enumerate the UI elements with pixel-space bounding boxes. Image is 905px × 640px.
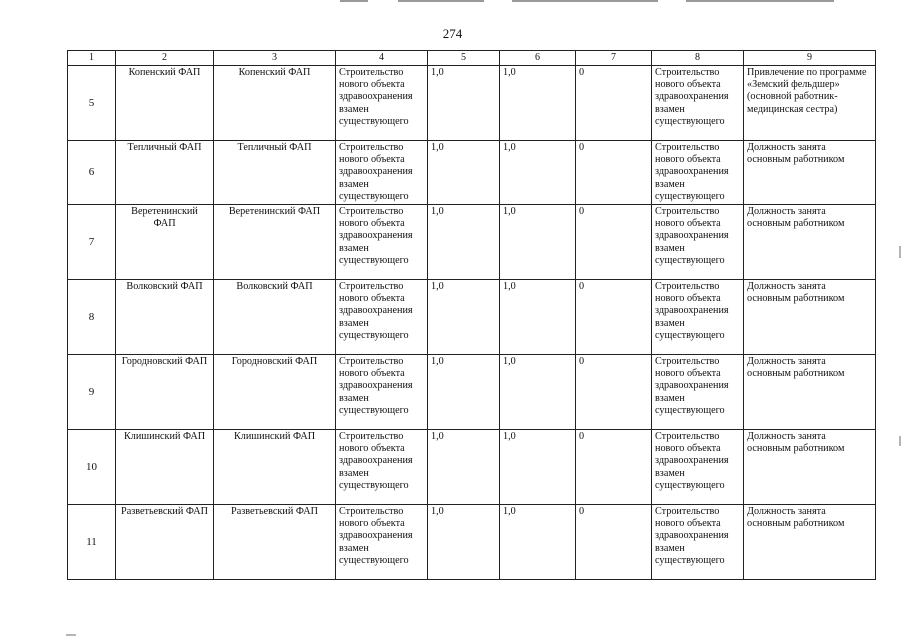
cell-activity: Строительство нового объекта здравоохранения взамен существующего (336, 280, 428, 355)
cell-note: Должность занята основным работником (744, 430, 876, 505)
column-header: 2 (116, 51, 214, 66)
column-header: 9 (744, 51, 876, 66)
cell-measure: Строительство нового объекта здравоохранения взамен существующего (652, 141, 744, 205)
page-number: 274 (442, 26, 463, 41)
column-header: 5 (428, 51, 500, 66)
cell-measure: Строительство нового объекта здравоохранения взамен существующего (652, 66, 744, 141)
cell-value-6: 1,0 (500, 505, 576, 580)
cell-activity: Строительство нового объекта здравоохранения взамен существующего (336, 430, 428, 505)
header-row (68, 51, 876, 66)
cell-value-6: 1,0 (500, 430, 576, 505)
table-row (68, 280, 876, 355)
cell-facility-name: Городновский ФАП (214, 355, 336, 430)
scan-mark (899, 436, 901, 446)
cell-activity: Строительство нового объекта здравоохранения взамен существующего (336, 205, 428, 280)
cell-value-5: 1,0 (428, 66, 500, 141)
cell-measure: Строительство нового объекта здравоохранения взамен существующего (652, 505, 744, 580)
column-header: 1 (68, 51, 116, 66)
cell-value-5: 1,0 (428, 280, 500, 355)
column-header: 7 (576, 51, 652, 66)
cell-facility: Разветьевский ФАП (116, 505, 214, 580)
fap-table (67, 50, 876, 580)
cell-value-6: 1,0 (500, 66, 576, 141)
table-row (68, 505, 876, 580)
cell-facility: Клишинский ФАП (116, 430, 214, 505)
scan-mark (66, 634, 76, 636)
cell-facility-name: Разветьевский ФАП (214, 505, 336, 580)
table-row (68, 355, 876, 430)
cell-value-7: 0 (576, 66, 652, 141)
cell-value-5: 1,0 (428, 141, 500, 205)
cell-value-7: 0 (576, 430, 652, 505)
cell-facility: Городновский ФАП (116, 355, 214, 430)
cell-value-7: 0 (576, 280, 652, 355)
row-number: 11 (68, 505, 116, 580)
cell-facility: Волковский ФАП (116, 280, 214, 355)
column-header: 8 (652, 51, 744, 66)
cell-value-5: 1,0 (428, 430, 500, 505)
cell-activity: Строительство нового объекта здравоохранения взамен существующего (336, 355, 428, 430)
cell-facility-name: Тепличный ФАП (214, 141, 336, 205)
cell-facility: Копенский ФАП (116, 66, 214, 141)
cell-activity: Строительство нового объекта здравоохранения взамен существующего (336, 505, 428, 580)
cell-note: Должность занята основным работником (744, 505, 876, 580)
scan-top-rule (340, 0, 368, 2)
cell-measure: Строительство нового объекта здравоохранения взамен существующего (652, 430, 744, 505)
cell-facility-name: Веретенинский ФАП (214, 205, 336, 280)
cell-facility-name: Волковский ФАП (214, 280, 336, 355)
scan-top-rule (512, 0, 658, 2)
row-number: 10 (68, 430, 116, 505)
cell-value-5: 1,0 (428, 205, 500, 280)
row-number: 9 (68, 355, 116, 430)
cell-value-7: 0 (576, 141, 652, 205)
table-row (68, 141, 876, 205)
cell-facility-name: Клишинский ФАП (214, 430, 336, 505)
column-header: 3 (214, 51, 336, 66)
cell-measure: Строительство нового объекта здравоохранения взамен существующего (652, 355, 744, 430)
cell-measure: Строительство нового объекта здравоохранения взамен существующего (652, 280, 744, 355)
cell-value-6: 1,0 (500, 280, 576, 355)
cell-value-7: 0 (576, 205, 652, 280)
cell-measure: Строительство нового объекта здравоохранения взамен существующего (652, 205, 744, 280)
cell-note: Должность занята основным работником (744, 141, 876, 205)
cell-value-6: 1,0 (500, 205, 576, 280)
cell-facility-name: Копенский ФАП (214, 66, 336, 141)
row-number: 6 (68, 141, 116, 205)
cell-note: Привлечение по программе «Земский фельдшер» (основной работник- медицинская сестра) (744, 66, 876, 141)
column-header: 4 (336, 51, 428, 66)
cell-note: Должность занята основным работником (744, 355, 876, 430)
row-number: 7 (68, 205, 116, 280)
scan-top-rule (398, 0, 484, 2)
cell-activity: Строительство нового объекта здравоохранения взамен существующего (336, 141, 428, 205)
cell-note: Должность занята основным работником (744, 280, 876, 355)
cell-facility: Веретенинский ФАП (116, 205, 214, 280)
cell-value-5: 1,0 (428, 505, 500, 580)
table-row (68, 66, 876, 141)
row-number: 5 (68, 66, 116, 141)
table-row (68, 205, 876, 280)
cell-value-7: 0 (576, 355, 652, 430)
cell-facility: Тепличный ФАП (116, 141, 214, 205)
scan-mark (899, 246, 901, 258)
cell-value-7: 0 (576, 505, 652, 580)
table-row (68, 430, 876, 505)
cell-note: Должность занята основным работником (744, 205, 876, 280)
row-number: 8 (68, 280, 116, 355)
cell-value-6: 1,0 (500, 355, 576, 430)
cell-value-5: 1,0 (428, 355, 500, 430)
cell-value-6: 1,0 (500, 141, 576, 205)
column-header: 6 (500, 51, 576, 66)
scan-top-rule (686, 0, 834, 2)
cell-activity: Строительство нового объекта здравоохранения взамен существующего (336, 66, 428, 141)
